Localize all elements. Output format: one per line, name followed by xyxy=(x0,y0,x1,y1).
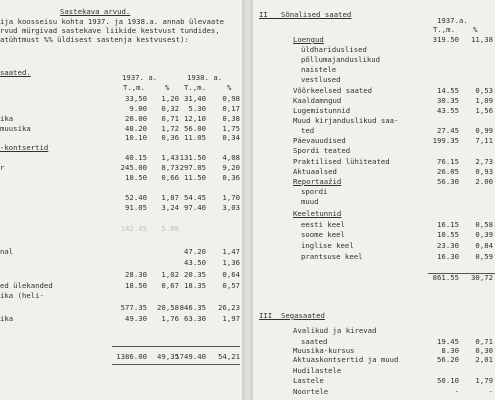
row-label: Lastele xyxy=(293,376,324,385)
page-heading: Sastekava arvud. xyxy=(60,7,131,16)
row-label: Loengud xyxy=(293,35,324,44)
cell-tm: 10.55 xyxy=(437,230,459,239)
cell-1937-tm: 9.00 xyxy=(129,104,147,113)
cell-tm: 43.55 xyxy=(437,106,459,115)
total-rule-bottom xyxy=(112,364,240,365)
cell-1937-tm: 49.30 xyxy=(125,314,147,323)
subtotal-b: 30,72 xyxy=(471,273,493,282)
subtotal-a: 861.55 xyxy=(432,273,459,282)
cell-1937-tm: 91.05 xyxy=(125,203,147,212)
cell-1938-tm: 18.35 xyxy=(184,281,206,290)
cell-pct: 2,01 xyxy=(475,355,493,364)
row-label: Lugemistunnid xyxy=(293,106,351,115)
cell-1938-pct: 0,36 xyxy=(222,173,240,182)
row-label: Hudilastele xyxy=(293,366,342,375)
row-label: Avalikud ja kirevad xyxy=(293,326,377,335)
row-label: naistele xyxy=(301,65,337,74)
row-label: Reportaažid xyxy=(293,177,342,186)
cell-1938-tm: 47.20 xyxy=(184,247,206,256)
cell-1937-tm: 10.10 xyxy=(125,133,147,142)
row-label: ika xyxy=(0,114,14,123)
row-label: saated xyxy=(301,337,328,346)
cell-pct: 0,58 xyxy=(475,220,493,229)
cell-1938-tm: 297.05 xyxy=(179,163,206,172)
row-label: Aktuaskontsertid ja muud xyxy=(293,355,399,364)
cell-pct: 0,30 xyxy=(475,346,493,355)
cell-1937-tm: 33,50 xyxy=(125,94,147,103)
row-label: nal xyxy=(0,247,14,256)
cell-tm: 56.20 xyxy=(437,355,459,364)
cell-pct: 0,84 xyxy=(475,241,493,250)
cell-1938-pct: 1,97 xyxy=(222,314,240,323)
cell-1937-pct: 8,73 xyxy=(161,163,179,172)
cell-1938-tm: 63.30 xyxy=(184,314,206,323)
cell-pct: 1,79 xyxy=(475,376,493,385)
row-label: muusika xyxy=(0,124,31,133)
cell-1938-tm: 97.40 xyxy=(184,203,206,212)
cell-1938-pct: 3,03 xyxy=(222,203,240,212)
row-label: prantsuse keel xyxy=(301,252,363,261)
cell-1937-tm: 40.15 xyxy=(125,153,147,162)
cell-1938-tm: 43.50 xyxy=(184,258,206,267)
row-label: Noortele xyxy=(293,387,329,396)
left-page xyxy=(0,0,242,400)
cell-1938-pct: 0,38 xyxy=(222,114,240,123)
cell-tm: 19.45 xyxy=(437,337,459,346)
cell-1937-pct: 0,66 xyxy=(161,173,179,182)
cell-1938-pct: 4,08 xyxy=(222,153,240,162)
cell-1938-pct: 1,47 xyxy=(222,247,240,256)
cell-1937-pct: 0,67 xyxy=(161,281,179,290)
row-label: ika xyxy=(0,314,14,323)
cell-pct: 0,59 xyxy=(475,252,493,261)
cell-1938-pct: 9,20 xyxy=(222,163,240,172)
intro-line-2: rvud mürgivad sastekave liikide kestvust tundides, xyxy=(0,26,220,35)
col-header-1937: 1937. a. xyxy=(122,73,158,82)
cell-1938-tm: 54.45 xyxy=(184,193,206,202)
total-a: 1386.00 xyxy=(116,352,147,361)
cell-1937-pct: 1,20 xyxy=(161,94,179,103)
row-label: spordi xyxy=(301,187,328,196)
col-header-pct-1938: % xyxy=(227,83,232,92)
cell-1938-tm: 56.00 xyxy=(184,124,206,133)
section-ii-title: II Sõnalised saated xyxy=(259,10,352,19)
right-page xyxy=(253,0,495,400)
cell-tm: 16.15 xyxy=(437,220,459,229)
row-label: põllumajanduslikud xyxy=(301,55,381,64)
row-label: r xyxy=(0,163,5,172)
cell-1937-pct: 0,71 xyxy=(161,114,179,123)
cell-1938-pct: 0,64 xyxy=(222,270,240,279)
cell-1937-pct: 1,72 xyxy=(161,124,179,133)
intro-line-3: atühtmust %% üldisest sastenja kestvusest): xyxy=(0,35,189,44)
row-label: inglise keel xyxy=(301,241,354,250)
cell-1938-pct: 0,34 xyxy=(222,133,240,142)
row-label: muud xyxy=(301,197,319,206)
cell-1937-tm: 18.50 xyxy=(125,173,147,182)
cell-1938-tm: 11.50 xyxy=(184,173,206,182)
cell-1937-tm: 18.50 xyxy=(125,281,147,290)
cell-tm: - xyxy=(454,387,459,396)
cell-pct: 2,73 xyxy=(475,157,493,166)
row-label: Päevauudised xyxy=(293,136,346,145)
cell-1938-tm: 846.35 xyxy=(179,303,206,312)
cell-1937-tm: 48.20 xyxy=(125,124,147,133)
row-label: ted xyxy=(301,126,315,135)
cell-tm: 26.05 xyxy=(437,167,459,176)
book-gutter xyxy=(242,0,253,400)
cell-pct: 0,93 xyxy=(475,167,493,176)
cell-1937-pct: 1,87 xyxy=(161,193,179,202)
cell-1937-pct: 0,32 xyxy=(161,104,179,113)
row-label: eesti keel xyxy=(301,220,345,229)
cell-pct: 1,56 xyxy=(475,106,493,115)
section-title: saated. xyxy=(0,68,31,77)
cell-tm: 16.30 xyxy=(437,252,459,261)
row-label: -kontsertid xyxy=(0,143,49,152)
cell-pct: 0,71 xyxy=(475,337,493,346)
cell-1938-pct: 0,98 xyxy=(222,94,240,103)
row-label: soome keel xyxy=(301,230,345,239)
cell-1938-tm: 131.50 xyxy=(179,153,206,162)
cell-1937-pct: 1,76 xyxy=(161,314,179,323)
cell-1938-pct: 0,57 xyxy=(222,281,240,290)
cell-1938-tm: 5.30 xyxy=(188,104,206,113)
cell-tm: 27.45 xyxy=(437,126,459,135)
cell-1937-pct: 1,43 xyxy=(161,153,179,162)
cell-1937-pct: 3,24 xyxy=(161,203,179,212)
col-header-1938: 1938. a. xyxy=(187,73,223,82)
cell-1937-tm: 577.35 xyxy=(120,303,147,312)
cell-1937-pct: 20,58 xyxy=(157,303,179,312)
row-label: vestlused xyxy=(301,75,341,84)
row-label: Muud kirjanduslikud saa- xyxy=(293,116,399,125)
cell-1938-tm: 20.35 xyxy=(184,270,206,279)
cell-1938-tm: 12,10 xyxy=(184,114,206,123)
col-header-tm: T.,m. xyxy=(433,25,455,34)
cell-pct: 0,39 xyxy=(475,230,493,239)
cell-tm: 50.10 xyxy=(437,376,459,385)
row-label: Praktilised lühiteated xyxy=(293,157,390,166)
cell-pct: 11,38 xyxy=(471,35,493,44)
col-header-1937: 1937.a. xyxy=(437,16,468,25)
cell-pct: 7,11 xyxy=(475,136,493,145)
cell-1938-tm: 11.05 xyxy=(184,133,206,142)
row-label: ika (heli- xyxy=(0,291,44,300)
cell-1938-pct: 0,17 xyxy=(222,104,240,113)
cell-pct: - xyxy=(488,387,493,396)
cell-tm: 30.35 xyxy=(437,96,459,105)
col-header-tm-1938: T.,m. xyxy=(184,83,206,92)
col-header-tm-1937: T.,m. xyxy=(123,83,145,92)
cell-1937-pct: 1,02 xyxy=(161,270,179,279)
row-label: ed ülekanded xyxy=(0,281,53,290)
total-b: 49,35 xyxy=(157,352,179,361)
row-label: Spordi teated xyxy=(293,146,351,155)
cell-1937-tm: 52.40 xyxy=(125,193,147,202)
cell-tm: 14.55 xyxy=(437,86,459,95)
cell-tm: 76.15 xyxy=(437,157,459,166)
cell-pct: 1,09 xyxy=(475,96,493,105)
cell-tm: 23.30 xyxy=(437,241,459,250)
cell-pct: 0,99 xyxy=(475,126,493,135)
cell-tm: 319.50 xyxy=(432,35,459,44)
section-iii-title: III Segasaated xyxy=(259,311,325,320)
cell-1938-pct: 1,70 xyxy=(222,193,240,202)
total-rule xyxy=(112,346,240,347)
cell-1937-tm: 20.00 xyxy=(125,114,147,123)
col-header-pct-1937: % xyxy=(165,83,170,92)
total-c: 1749.40 xyxy=(175,352,206,361)
cell-1937-tm: 28.30 xyxy=(125,270,147,279)
col-header-pct: % xyxy=(473,25,478,34)
cell-tm: 56.30 xyxy=(437,177,459,186)
cell-tm: 8.30 xyxy=(441,346,459,355)
cell-pct: 2.00 xyxy=(475,177,493,186)
cell-pct: 0,53 xyxy=(475,86,493,95)
row-label: Kaaldamngud xyxy=(293,96,342,105)
cell-1938-tm: 31,40 xyxy=(184,94,206,103)
intro-line-1: ija koosseisu kohta 1937. ja 1938.a. annab ülevaate xyxy=(0,17,225,26)
cell-tm: 199.35 xyxy=(432,136,459,145)
row-label: Võõrkeelsed saated xyxy=(293,86,373,95)
total-d: 54,21 xyxy=(218,352,240,361)
cell-1937-pct: 5.08 xyxy=(161,224,179,233)
cell-1937-tm: 245.00 xyxy=(120,163,147,172)
cell-1937-pct: 0,36 xyxy=(161,133,179,142)
row-label: üldhariduslised xyxy=(301,45,367,54)
cell-1938-pct: 26,23 xyxy=(218,303,240,312)
cell-1938-pct: 1,36 xyxy=(222,258,240,267)
cell-1938-pct: 1,75 xyxy=(222,124,240,133)
row-label: Aktuaalsed xyxy=(293,167,337,176)
row-label: Keeletunnid xyxy=(293,209,342,218)
row-label: Muusika-kursus xyxy=(293,346,355,355)
cell-1937-tm: 142.45 xyxy=(120,224,147,233)
